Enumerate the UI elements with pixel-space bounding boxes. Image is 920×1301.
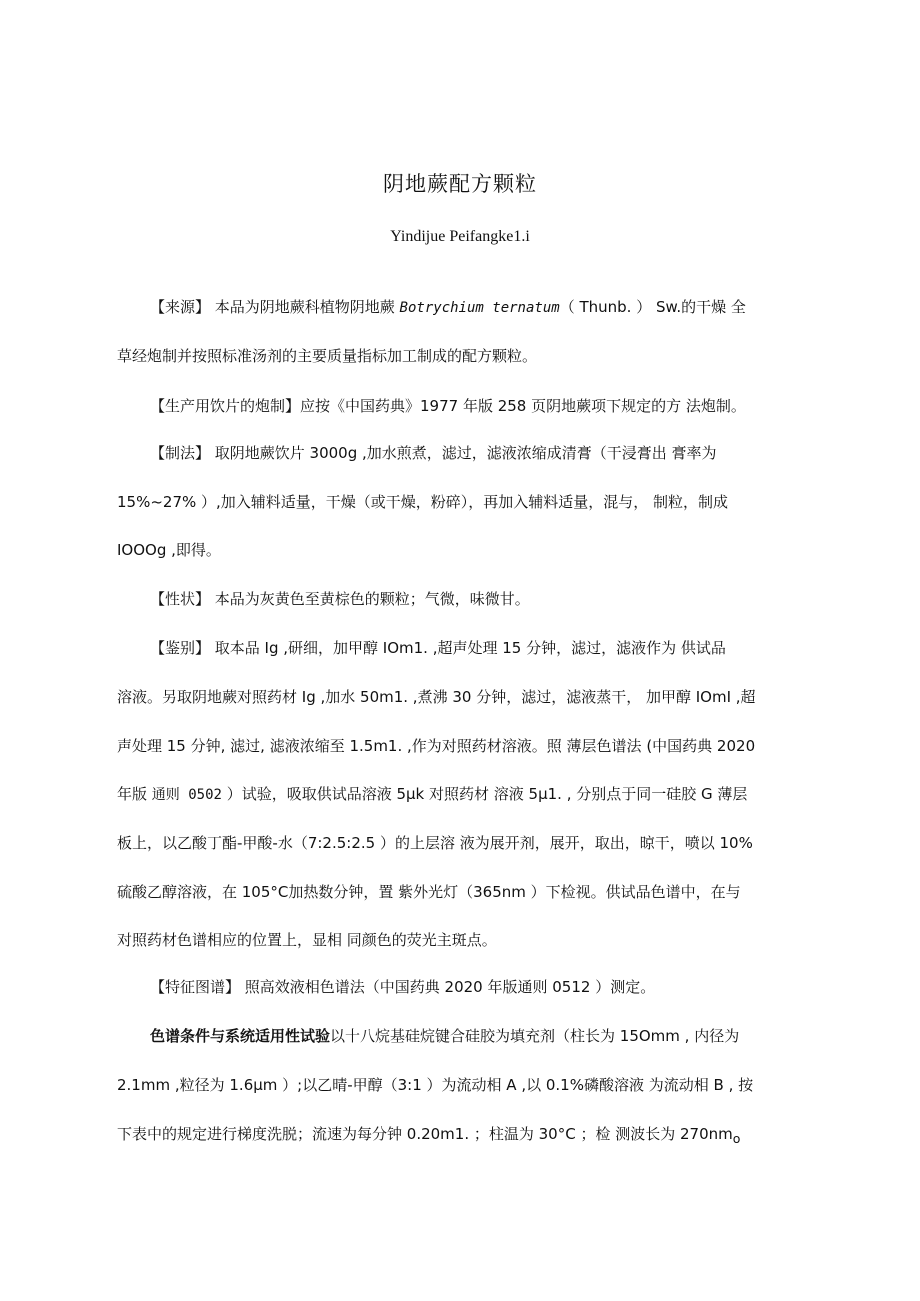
text-run: 【制法】 取阴地蕨饮片 3000g ,加水煎煮，滤过，滤液浓缩成清膏（干浸膏出 膏率为 xyxy=(150,444,717,462)
text-run: 【鉴别】 取本品 Ig ,研细，加甲醇 IOm1. ,超声处理 15 分钟，滤过，滤液作为 供试品 xyxy=(150,639,726,657)
paragraph-method-line-1 xyxy=(150,442,850,464)
text-run: 对照药材色谱相应的位置上，显相 同颜色的荧光主斑点。 xyxy=(117,931,497,949)
paragraph-character-line-1 xyxy=(150,588,850,610)
text-run: 年版 xyxy=(117,785,152,803)
paragraph-conditions-line-2 xyxy=(117,1074,817,1096)
text-run: 声处理 15 分钟, 滤过, 滤液浓缩至 1.5m1. ,作为对照药材溶液。照 薄层色谱法 (中国药典 2020 xyxy=(117,737,756,755)
text-run: IOOOg ,即得。 xyxy=(117,541,221,559)
paragraph-method-line-2 xyxy=(117,491,817,513)
paragraph-identification-line-2 xyxy=(117,686,817,708)
text-run: （ Thunb. ） Sw.的干燥 全 xyxy=(559,298,746,316)
paragraph-identification-line-6 xyxy=(117,881,817,903)
text-run: 2.1mm ,粒径为 1.6μm ）;以乙晴-甲醇（3:1 ）为流动相 A ,以 0.1%磷酸溶液 为流动相 B , 按 xyxy=(117,1076,754,1094)
text-run: 硫酸乙醇溶液，在 105°C加热数分钟，置 紫外光灯（365nm ）下检视。供试品色谱中，在与 xyxy=(117,883,741,901)
text-run: ）试验，吸取供试品溶液 5μk 对照药材 溶液 5μ1. , 分别点于同一硅胶 G 薄层 xyxy=(221,785,748,803)
page-subtitle: Yindijue Peifangke1.i xyxy=(390,228,530,245)
paragraph-fingerprint-line-1 xyxy=(150,976,850,998)
paragraph-identification-line-3 xyxy=(117,735,817,757)
paragraph-method-line-3 xyxy=(117,539,817,561)
text-run: 下表中的规定进行梯度洗脱；流速为每分钟 0.20m1. ；柱温为 30°C ；检 测波长为 270nm xyxy=(117,1125,733,1143)
paragraph-conditions-line-3 xyxy=(117,1123,817,1150)
paragraph-source-line-2 xyxy=(117,345,817,367)
text-run: 溶液。另取阴地蕨对照药材 Ig ,加水 50m1. ,煮沸 30 分钟，滤过，滤液蒸干， 加甲醇 IOmI ,超 xyxy=(117,688,756,706)
paragraph-identification-line-5 xyxy=(117,832,817,854)
text-run: 15%~27% ）,加入辅料适量，干燥（或干燥，粉碎），再加入辅料适量，混与， 制粒，制成 xyxy=(117,493,729,511)
paragraph-identification-line-7 xyxy=(117,929,817,951)
text-run: 草经炮制并按照标准汤剂的主要质量指标加工制成的配方颗粒。 xyxy=(117,347,538,365)
paragraph-conditions-line-1 xyxy=(150,1025,850,1047)
text-run: 【特征图谱】 照高效液相色谱法（中国药典 2020 年版通则 0512 ）测定。 xyxy=(150,978,656,996)
bold-heading: 色谱条件与系统适用性试验 xyxy=(150,1027,331,1045)
text-run: 【生产用饮片的炮制】应按《中国药典》1977 年版 258 页阴地蕨项下规定的方 法炮制。 xyxy=(150,397,746,415)
paragraph-source-line-1 xyxy=(150,296,850,319)
text-run: 【性状】 本品为灰黄色至黄棕色的颗粒；气微，味微甘。 xyxy=(150,590,530,608)
text-run-mono: 通则 0502 xyxy=(151,787,222,803)
paragraph-identification-line-4 xyxy=(117,783,817,806)
latin-name: Botrychium ternatum xyxy=(399,300,560,316)
page-title: 阴地蕨配方颗粒 xyxy=(383,172,537,196)
text-run: 以十八烷基硅烷键合硅胶为填充剂（柱长为 15Omm , 内径为 xyxy=(330,1027,740,1045)
paragraph-identification-line-1 xyxy=(150,637,850,659)
text-run: 板上，以乙酸丁酯-甲酸-水（7:2.5:2.5 ）的上层溶 液为展开剂，展开，取出，晾干，喷以 10% xyxy=(117,834,753,852)
subscript-o: o xyxy=(732,1131,741,1146)
text-run: 【来源】 本品为阴地蕨科植物阴地蕨 xyxy=(150,298,400,316)
paragraph-processing-line-1 xyxy=(150,395,850,417)
